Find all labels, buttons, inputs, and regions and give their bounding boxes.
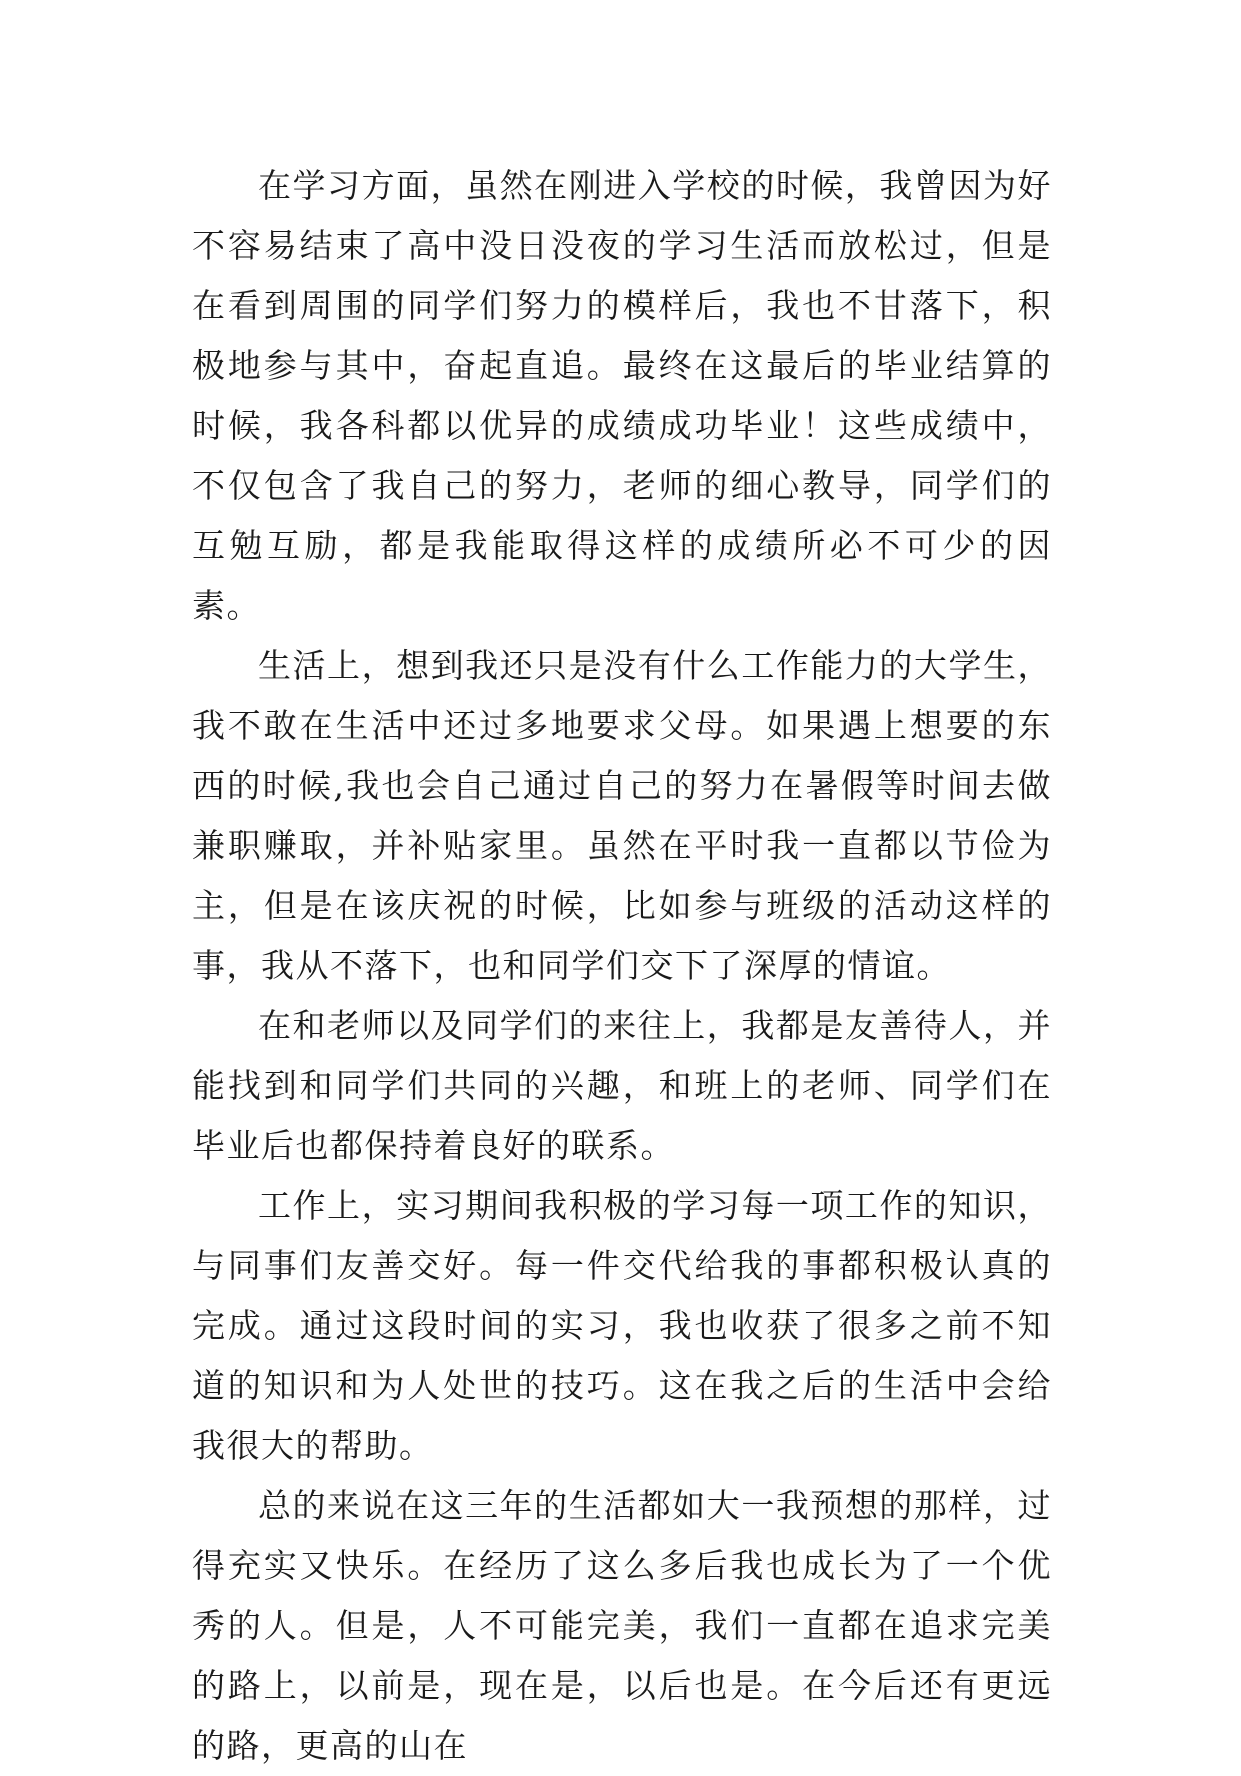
paragraph-summary: 总的来说在这三年的生活都如大一我预想的那样，过得充实又快乐。在经历了这么多后我也成长为了一个优秀的人。但是，人不可能完美，我们一直都在追求完美的路上，以前是，现在是，以后也是。在今后还有更远的路，更高的山在 — [192, 1486, 1052, 1765]
document-body — [192, 156, 1052, 1776]
paragraph-study: 在学习方面，虽然在刚进入学校的时候，我曾因为好不容易结束了高中没日没夜的学习生活而放松过，但是在看到周围的同学们努力的模样后，我也不甘落下，积极地参与其中，奋起直追。最终在这最后的毕业结算的时候，我各科都以优异的成绩成功毕业！这些成绩中，不仅包含了我自己的努力，老师的细心教导，同学们的互勉互励，都是我能取得这样的成绩所必不可少的因素。 — [192, 166, 1052, 625]
paragraph-relationships: 在和老师以及同学们的来往上，我都是友善待人，并能找到和同学们共同的兴趣，和班上的老师、同学们在毕业后也都保持着良好的联系。 — [192, 1006, 1052, 1165]
paragraph-work: 工作上，实习期间我积极的学习每一项工作的知识，与同事们友善交好。每一件交代给我的事都积极认真的完成。通过这段时间的实习，我也收获了很多之前不知道的知识和为人处世的技巧。这在我之后的生活中会给我很大的帮助。 — [192, 1186, 1052, 1465]
paragraph-life: 生活上，想到我还只是没有什么工作能力的大学生，我不敢在生活中还过多地要求父母。如果遇上想要的东西的时候,我也会自己通过自己的努力在暑假等时间去做兼职赚取，并补贴家里。虽然在平时我一直都以节俭为主，但是在该庆祝的时候，比如参与班级的活动这样的事，我从不落下，也和同学们交下了深厚的情谊。 — [192, 646, 1052, 985]
